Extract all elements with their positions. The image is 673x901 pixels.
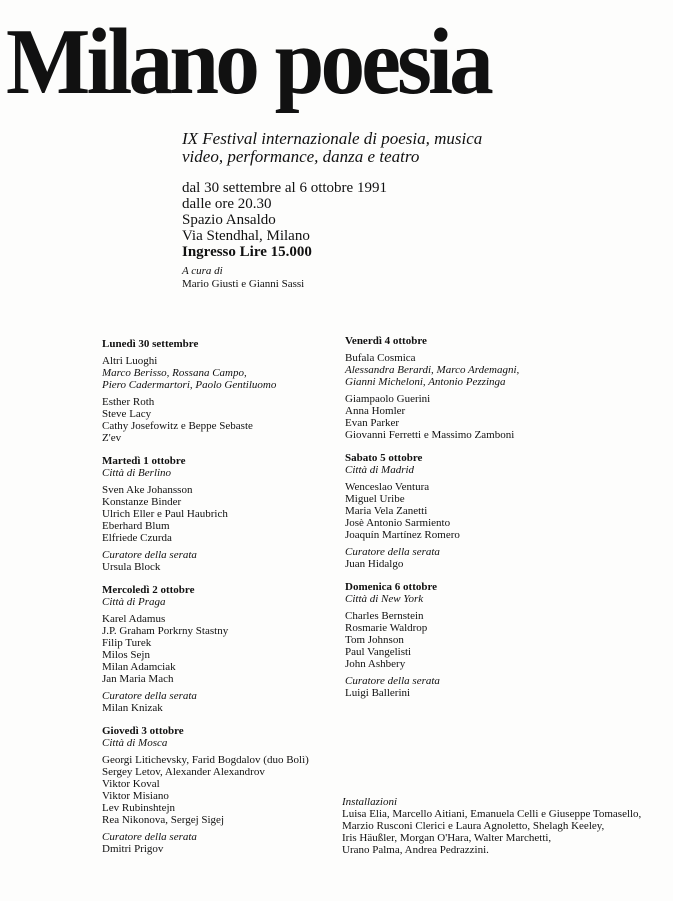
day-block xyxy=(102,725,332,855)
performer-group xyxy=(102,484,332,544)
day-heading xyxy=(102,725,332,749)
performer-name: J.P. Graham Porkrny Stastny xyxy=(102,625,229,637)
performer-name: Maria Vela Zanetti xyxy=(345,505,428,517)
performer-name: Milan Adamciak xyxy=(102,661,176,673)
performer-name: Joaquín Martínez Romero xyxy=(345,529,460,541)
performer-name: Elfriede Czurda xyxy=(102,532,172,544)
performer-group xyxy=(345,352,585,388)
day-heading xyxy=(102,455,332,479)
day-heading xyxy=(102,338,332,350)
day-name: Giovedì 3 ottobre xyxy=(102,725,184,737)
performer-name: Eberhard Blum xyxy=(102,520,170,532)
performer-group xyxy=(102,613,332,685)
performer-members: Piero Cadermartori, Paolo Gentiluomo xyxy=(102,379,277,391)
performer-name: Georgi Litichevsky, Farid Bogdalov (duo Bolì) xyxy=(102,754,309,766)
performer-name: Anna Homler xyxy=(345,405,406,417)
performer-name: Rea Nikonova, Sergej Sigej xyxy=(102,814,224,826)
event-hours: dalle ore 20.30 xyxy=(182,196,272,212)
performer-name: Charles Bernstein xyxy=(345,610,424,622)
day-name: Mercoledì 2 ottobre xyxy=(102,584,195,596)
performer-name: Tom Johnson xyxy=(345,634,404,646)
performer-name: Konstanze Binder xyxy=(102,496,182,508)
day-block xyxy=(102,584,332,714)
performer-group xyxy=(102,355,332,391)
curated-names: Mario Giusti e Gianni Sassi xyxy=(182,278,305,290)
performer-name: Viktor Misiano xyxy=(102,790,169,802)
program-right-column xyxy=(345,335,585,710)
day-block xyxy=(102,338,332,444)
performer-name: Sergey Letov, Alexander Alexandrov xyxy=(102,766,265,778)
performer-name: Paul Vangelisti xyxy=(345,646,412,658)
curator-block xyxy=(102,690,332,714)
curator-block xyxy=(102,831,332,855)
day-name: Lunedì 30 settembre xyxy=(102,338,199,350)
event-info xyxy=(182,180,582,260)
performer-name: Cathy Josefowitz e Beppe Sebaste xyxy=(102,420,253,432)
festival-subtitle xyxy=(182,130,652,166)
ticket-price: Ingresso Lire 15.000 xyxy=(182,244,312,260)
curator-block xyxy=(345,546,585,570)
performer-group xyxy=(345,481,585,541)
installations-line: Luisa Elia, Marcello Aitiani, Emanuela Celli e Giuseppe Tomasello, xyxy=(342,808,642,820)
subtitle-line: IX Festival internazionale di poesia, musica xyxy=(182,129,483,148)
performer-name: Karel Adamus xyxy=(102,613,166,625)
curator-name: Milan Knizak xyxy=(102,702,163,714)
performer-name: Giovanni Ferretti e Massimo Zamboni xyxy=(345,429,515,441)
curator-name: Dmitri Prigov xyxy=(102,843,164,855)
installations-line: Urano Palma, Andrea Pedrazzini. xyxy=(342,844,489,856)
day-city: Città di Praga xyxy=(102,596,166,608)
performer-name: Rosmarie Waldrop xyxy=(345,622,428,634)
curated-label: A cura di xyxy=(182,265,223,277)
day-block xyxy=(345,581,585,699)
day-city: Città di New York xyxy=(345,593,424,605)
subtitle-line: video, performance, danza e teatro xyxy=(182,147,420,166)
performer-name: Lev Rubinshtejn xyxy=(102,802,176,814)
performer-name: Ulrich Eller e Paul Haubrich xyxy=(102,508,228,520)
curator-name: Luigi Ballerini xyxy=(345,687,411,699)
day-name: Sabato 5 ottobre xyxy=(345,452,423,464)
day-city: Città di Berlino xyxy=(102,467,172,479)
poster-title: Milano poesia xyxy=(6,10,490,114)
performer-name: Milos Sejn xyxy=(102,649,150,661)
performer-members: Marco Berisso, Rossana Campo, xyxy=(102,367,247,379)
day-block xyxy=(345,335,585,441)
performer-group xyxy=(345,610,585,670)
curator-block xyxy=(345,675,585,699)
day-name: Domenica 6 ottobre xyxy=(345,581,438,593)
day-name: Martedì 1 ottobre xyxy=(102,455,186,467)
curator-name: Ursula Block xyxy=(102,561,161,573)
performer-group xyxy=(345,393,585,441)
day-block xyxy=(102,455,332,573)
curator-block xyxy=(102,549,332,573)
curator-label: Curatore della serata xyxy=(345,675,440,687)
event-address: Via Stendhal, Milano xyxy=(182,228,310,244)
performer-name: Miguel Uribe xyxy=(345,493,405,505)
installations xyxy=(342,796,672,856)
curator-label: Curatore della serata xyxy=(102,549,197,561)
performer-name: Steve Lacy xyxy=(102,408,152,420)
curator-name: Juan Hidalgo xyxy=(345,558,404,570)
day-heading xyxy=(345,335,585,347)
installations-label: Installazioni xyxy=(342,796,398,808)
performer-name: Bufala Cosmica xyxy=(345,352,416,364)
performer-group xyxy=(102,396,332,444)
performer-name: Viktor Koval xyxy=(102,778,160,790)
performer-name: Josè Antonio Sarmiento xyxy=(345,517,451,529)
performer-members: Alessandra Berardi, Marco Ardemagni, xyxy=(345,364,520,376)
curator-label: Curatore della serata xyxy=(345,546,440,558)
performer-name: Wenceslao Ventura xyxy=(345,481,430,493)
performer-members: Gianni Micheloni, Antonio Pezzinga xyxy=(345,376,506,388)
performer-name: Filip Turek xyxy=(102,637,152,649)
installations-line: Iris Häußler, Morgan O'Hara, Walter Marchetti, xyxy=(342,832,552,844)
day-heading xyxy=(345,452,585,476)
performer-name: John Ashbery xyxy=(345,658,406,670)
day-heading xyxy=(102,584,332,608)
performer-name: Esther Roth xyxy=(102,396,155,408)
performer-name: Z'ev xyxy=(102,432,122,444)
performer-name: Sven Ake Johansson xyxy=(102,484,193,496)
event-dates: dal 30 settembre al 6 ottobre 1991 xyxy=(182,180,387,196)
performer-group xyxy=(102,754,332,826)
installations-line: Marzio Rusconi Clerici e Laura Agnoletto, Shelagh Keeley, xyxy=(342,820,605,832)
curator-label: Curatore della serata xyxy=(102,690,197,702)
performer-name: Jan Maria Mach xyxy=(102,673,174,685)
performer-name: Giampaolo Guerini xyxy=(345,393,431,405)
day-city: Città di Madrid xyxy=(345,464,415,476)
day-city: Città di Mosca xyxy=(102,737,168,749)
program-left-column xyxy=(102,338,332,866)
performer-name: Altri Luoghi xyxy=(102,355,158,367)
curator-label: Curatore della serata xyxy=(102,831,197,843)
day-block xyxy=(345,452,585,570)
curated-by xyxy=(182,265,482,291)
performer-name: Evan Parker xyxy=(345,417,400,429)
event-venue: Spazio Ansaldo xyxy=(182,212,276,228)
day-name: Venerdì 4 ottobre xyxy=(345,335,427,347)
day-heading xyxy=(345,581,585,605)
